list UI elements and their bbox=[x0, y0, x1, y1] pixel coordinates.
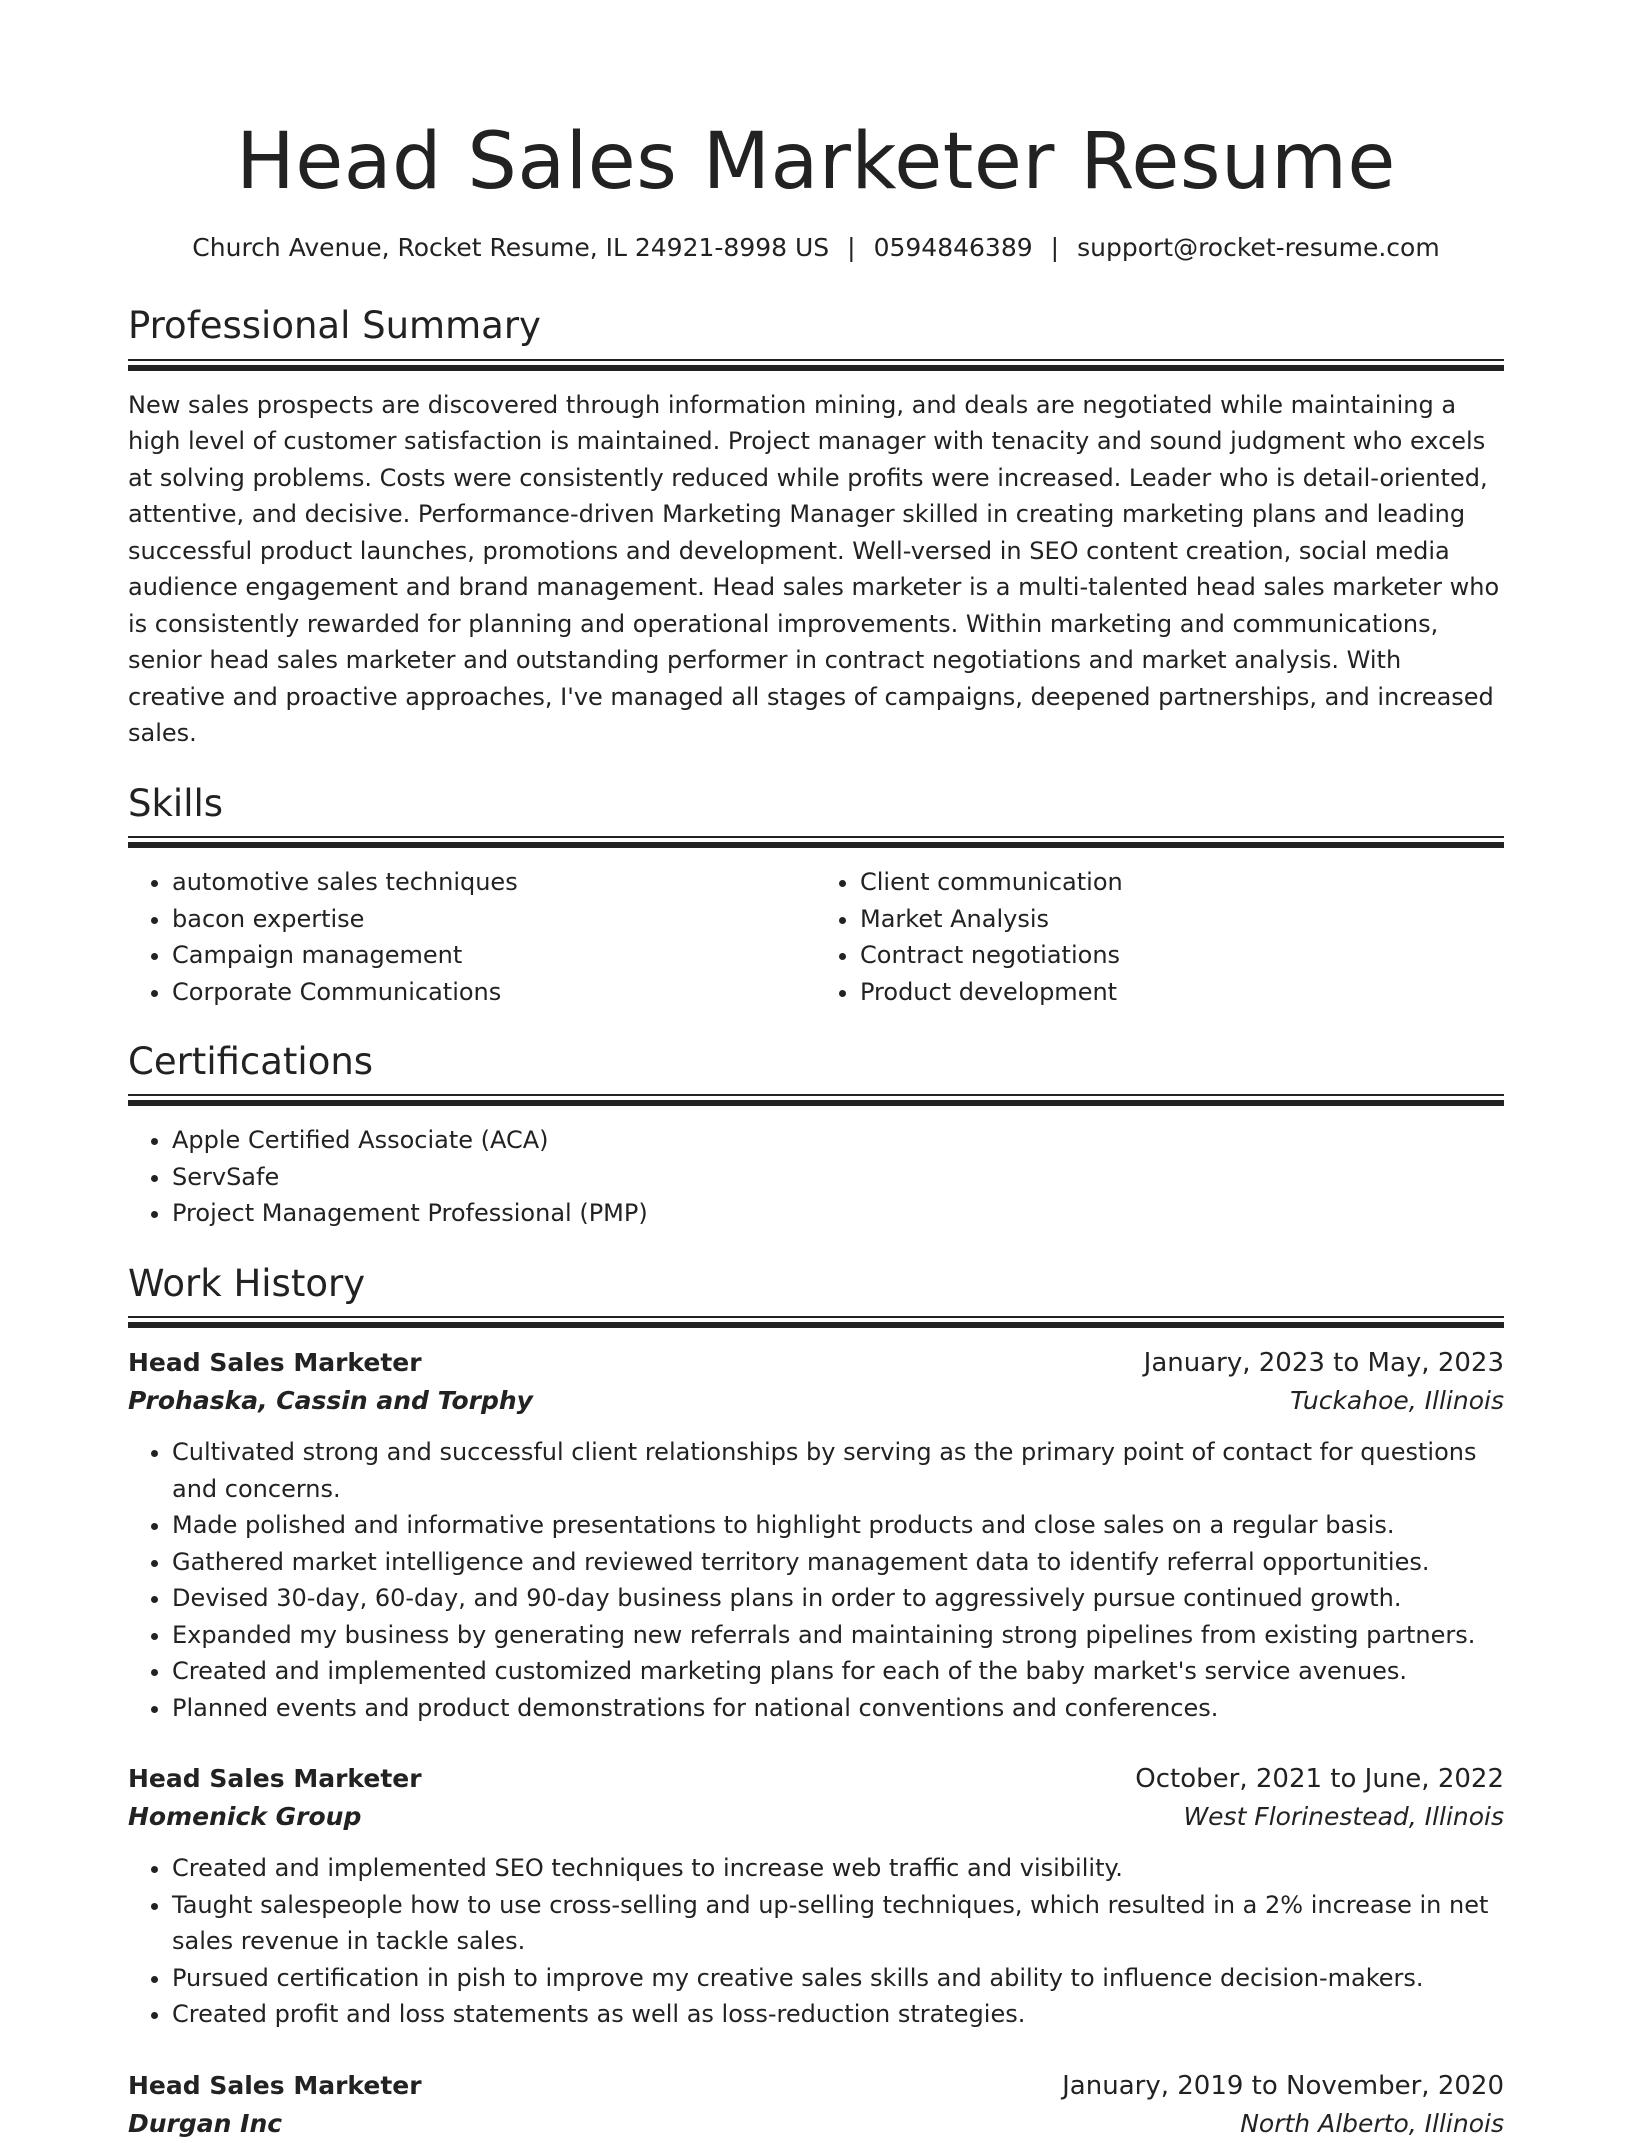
job-company: Homenick Group bbox=[128, 1802, 362, 1832]
job-duty: • Planned events and product demonstrations for national conventions and conferences. bbox=[172, 1690, 1504, 1727]
job-dates: October, 2021 to June, 2022 bbox=[1135, 1764, 1504, 1795]
job-dates: January, 2023 to May, 2023 bbox=[1143, 1348, 1504, 1379]
section-divider bbox=[128, 1094, 1504, 1106]
job-location: West Florinestead, Illinois bbox=[1183, 1802, 1504, 1832]
job-duty: • Made polished and informative presentations to highlight products and close sales on a regular basis. bbox=[172, 1507, 1504, 1544]
job-duty: • Expanded my business by generating new referrals and maintaining strong pipelines from existing partners. bbox=[172, 1617, 1504, 1654]
certification-item: • Project Management Professional (PMP) bbox=[172, 1195, 1504, 1232]
section-divider bbox=[128, 836, 1504, 848]
contact-line bbox=[128, 232, 1504, 265]
job-duty: • Devised 30-day, 60-day, and 90-day business plans in order to aggressively pursue continued growth. bbox=[172, 1580, 1504, 1617]
job-title: Head Sales Marketer bbox=[128, 1348, 422, 1378]
job-company-row bbox=[128, 1382, 1504, 1420]
professional-summary-section bbox=[128, 304, 1504, 751]
job-duty: • Taught salespeople how to use cross-selling and up-selling techniques, which resulted in a 2% increase in net sales revenue in tackle sales. bbox=[172, 1887, 1504, 1960]
contact-separator: | bbox=[1050, 232, 1060, 262]
job-title: Head Sales Marketer bbox=[128, 2070, 422, 2100]
skill-item: • Client communication bbox=[860, 864, 1504, 901]
job-duty: • Gathered market intelligence and reviewed territory management data to identify referral opportunities. bbox=[172, 1544, 1504, 1581]
skills-list-right bbox=[816, 864, 1504, 1010]
job-dates: January, 2019 to November, 2020 bbox=[1062, 2070, 1504, 2101]
skill-item: • Market Analysis bbox=[860, 901, 1504, 938]
certification-item: • ServSafe bbox=[172, 1159, 1504, 1196]
job-duty: • Pursued certification in pish to improve my creative sales skills and ability to influence decision-makers. bbox=[172, 1960, 1504, 1997]
section-divider bbox=[128, 359, 1504, 371]
job-location: Tuckahoe, Illinois bbox=[1290, 1386, 1504, 1416]
skill-item: • Product development bbox=[860, 974, 1504, 1011]
job-title: Head Sales Marketer bbox=[128, 1764, 422, 1794]
job-company-row bbox=[128, 2105, 1504, 2143]
contact-email: support@rocket-resume.com bbox=[1077, 232, 1440, 262]
skill-item: • bacon expertise bbox=[172, 901, 816, 938]
certifications-section bbox=[128, 1040, 1504, 1232]
skills-section bbox=[128, 782, 1504, 1010]
contact-phone: 0594846389 bbox=[873, 232, 1033, 262]
summary-text: New sales prospects are discovered through information mining, and deals are negotiated while maintaining a high level of customer satisfaction is maintained. Project manager with tenacity and sound judgment who excels at solving problems. Costs were consistently reduced while profits were increased. Leader who is detail-oriented, attentive, and decisive. Performance-driven Marketing Manager skilled in creating marketing plans and leading successful product launches, promotions and development. Well-versed in SEO content creation, social media audience engagement and brand management. Head sales marketer is a multi-talented head sales marketer who is consistently rewarded for planning and operational improvements. Within marketing and communications, senior head sales marketer and outstanding performer in contract negotiations and market analysis. With creative and proactive approaches, I've managed all stages of campaigns, deepened partnerships, and increased sales. bbox=[128, 390, 1500, 748]
certification-item: • Apple Certified Associate (ACA) bbox=[172, 1122, 1504, 1159]
contact-separator: | bbox=[847, 232, 856, 262]
job-header-row bbox=[128, 2067, 1504, 2105]
section-heading: Work History bbox=[128, 1261, 366, 1305]
section-divider bbox=[128, 1316, 1504, 1328]
job-header-row bbox=[128, 1760, 1504, 1798]
skill-item: • Campaign management bbox=[172, 937, 816, 974]
job-duty: • Created profit and loss statements as well as loss-reduction strategies. bbox=[172, 1996, 1504, 2033]
skill-item: • Corporate Communications bbox=[172, 974, 816, 1011]
certifications-list bbox=[128, 1122, 1504, 1232]
job-company-row bbox=[128, 1798, 1504, 1836]
section-heading: Certifications bbox=[128, 1040, 374, 1084]
skill-item: • automotive sales techniques bbox=[172, 864, 816, 901]
job-company: Prohaska, Cassin and Torphy bbox=[128, 1386, 533, 1416]
job-company: Durgan Inc bbox=[128, 2108, 283, 2138]
skill-item: • Contract negotiations bbox=[860, 937, 1504, 974]
skills-grid bbox=[128, 864, 1504, 1010]
job-entry bbox=[128, 2067, 1504, 2143]
job-location: North Alberto, Illinois bbox=[1240, 2108, 1504, 2138]
job-duty: • Created and implemented SEO techniques to increase web traffic and visibility. bbox=[172, 1850, 1504, 1887]
job-duty: • Cultivated strong and successful client relationships by serving as the primary point of contact for questions and concerns. bbox=[172, 1434, 1504, 1507]
job-entry bbox=[128, 1344, 1504, 1726]
skills-list-left bbox=[128, 864, 816, 1010]
job-duties-list bbox=[128, 1434, 1504, 1726]
job-duties-list bbox=[128, 1850, 1504, 2033]
resume-title: Head Sales Marketer Resume bbox=[236, 117, 1396, 207]
work-history-section bbox=[128, 1262, 1504, 2143]
section-heading: Skills bbox=[128, 781, 224, 825]
section-heading: Professional Summary bbox=[128, 304, 541, 348]
contact-address: Church Avenue, Rocket Resume, IL 24921-8998 US bbox=[192, 232, 830, 262]
job-header-row bbox=[128, 1344, 1504, 1382]
job-entry bbox=[128, 1760, 1504, 2033]
job-duty: • Created and implemented customized marketing plans for each of the baby market's service avenues. bbox=[172, 1653, 1504, 1690]
